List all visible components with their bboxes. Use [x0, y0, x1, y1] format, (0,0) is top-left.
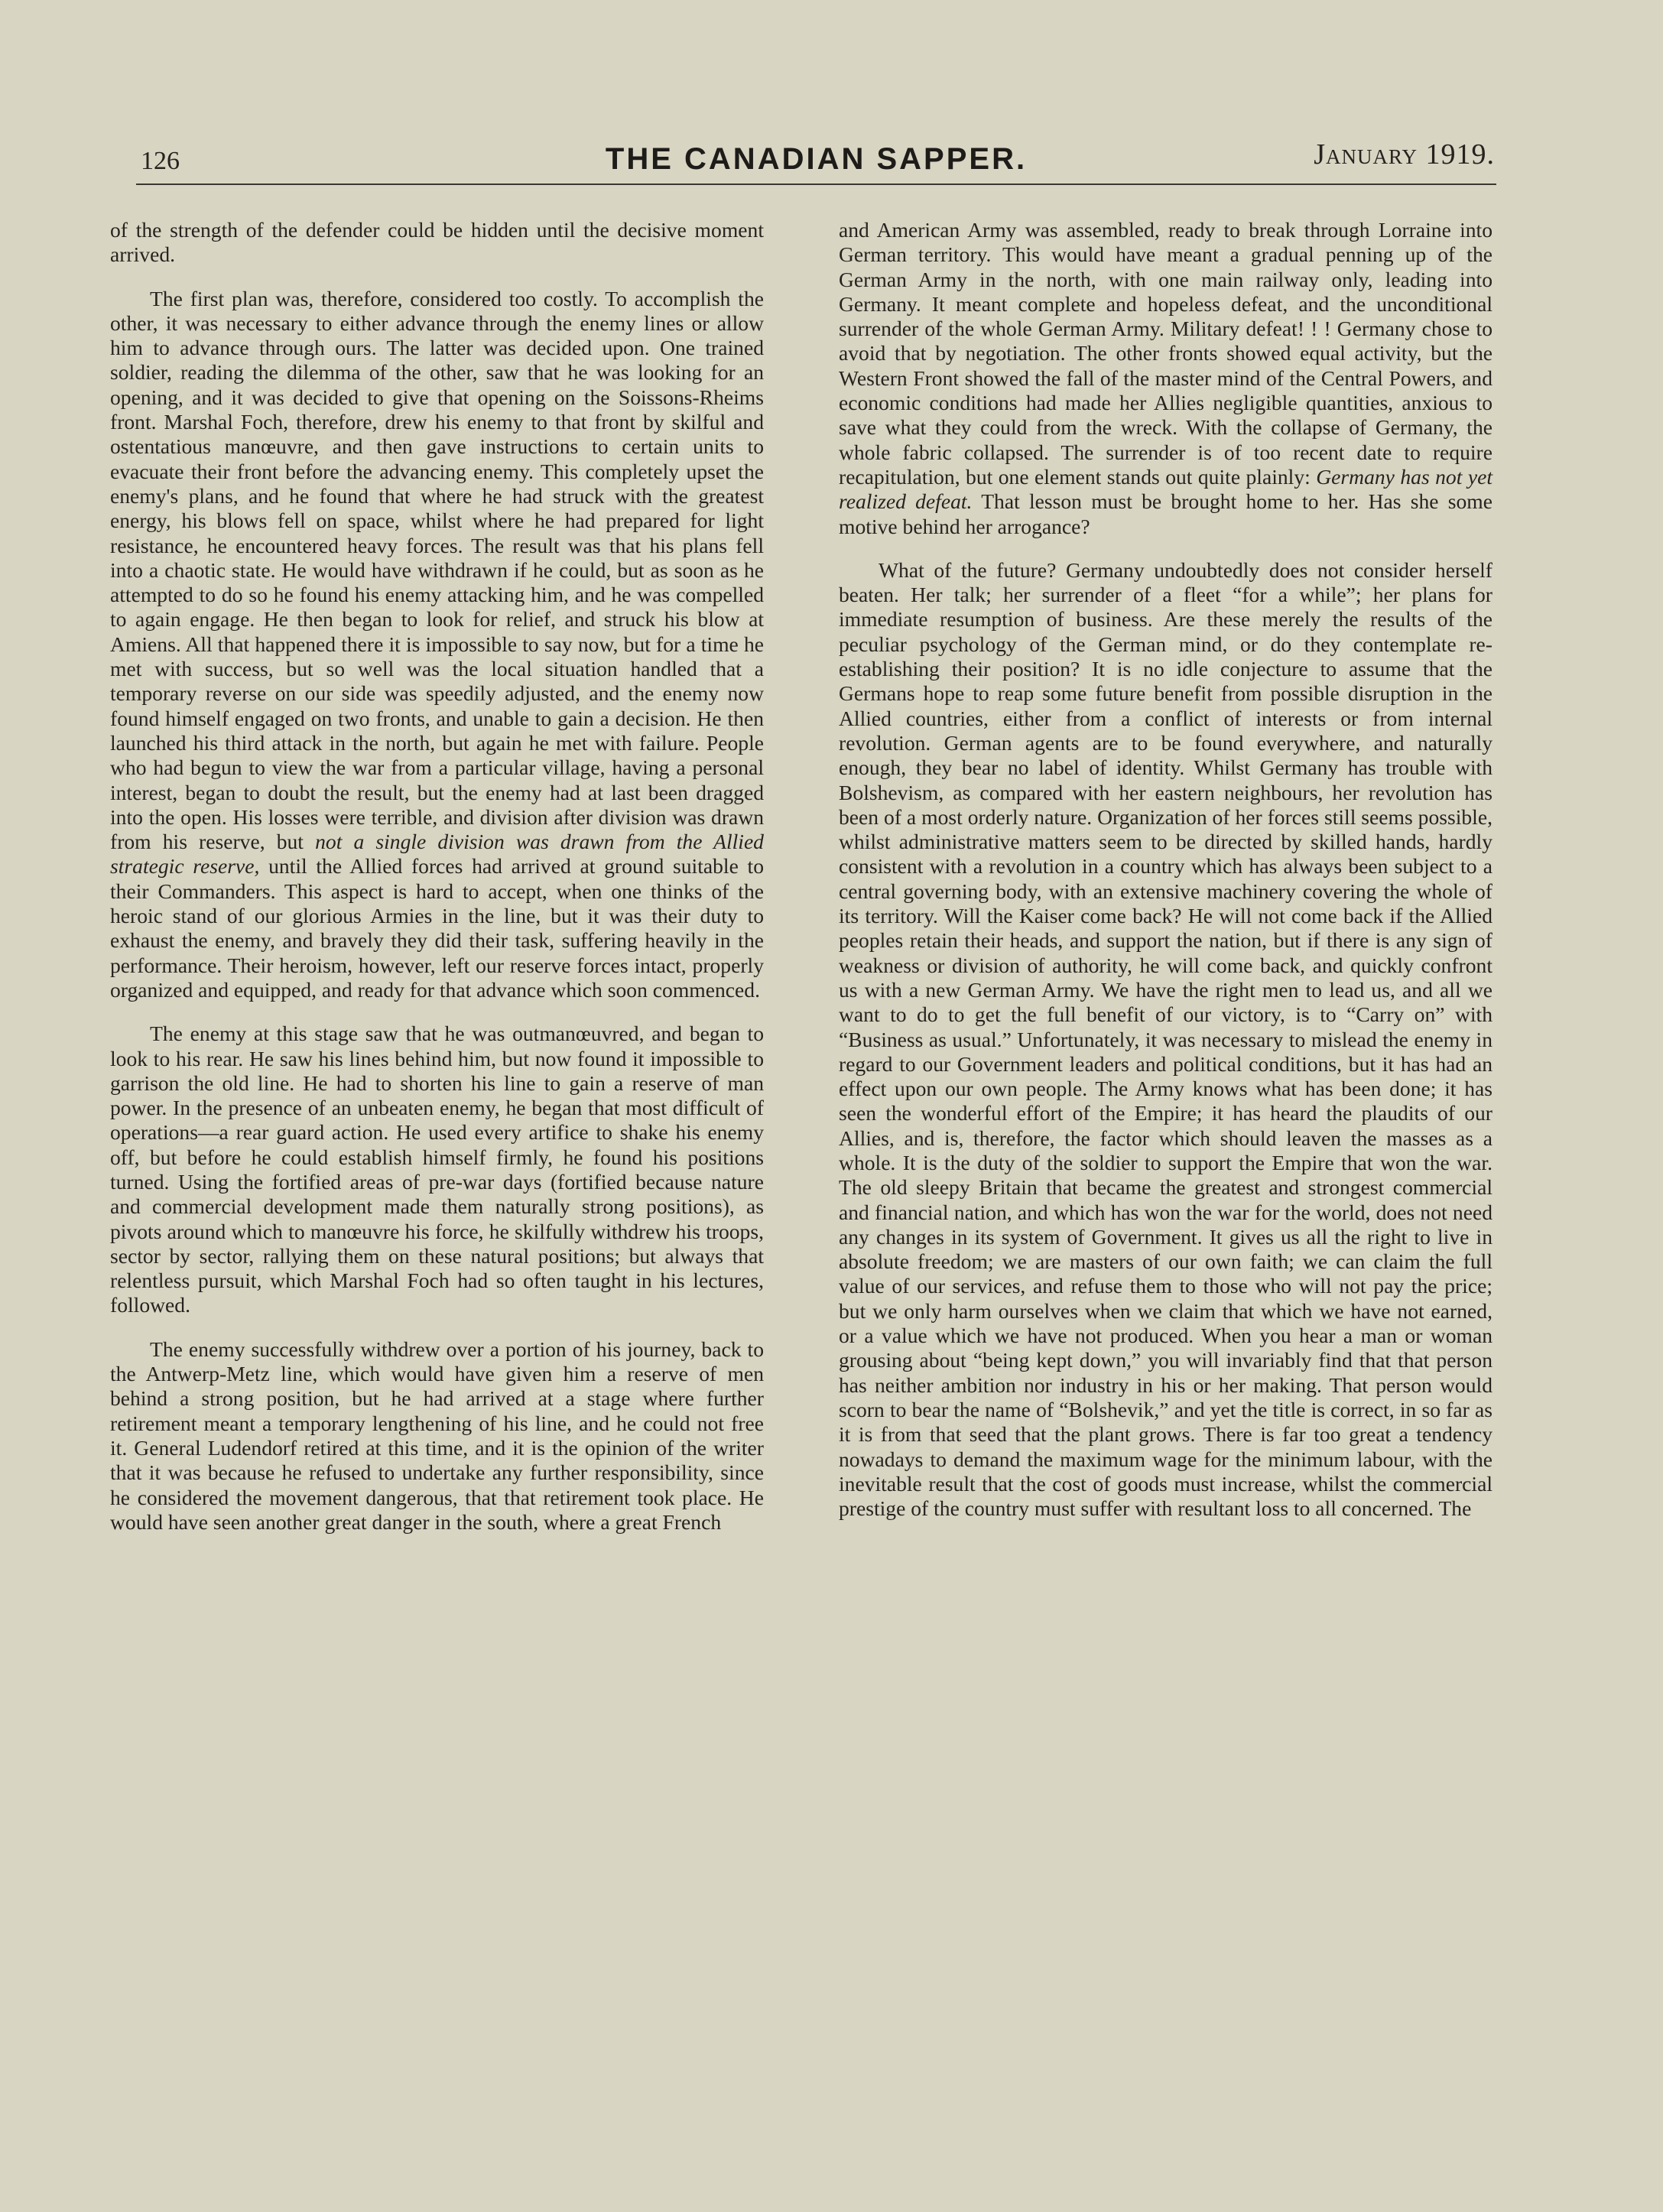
paragraph-text: The first plan was, therefore, considered too costly. To accomplish the other, it was necessary to either advance through the enemy lines or allow him to advance through ours. The latter was decided upon. One trained soldier, reading the dilemma of the other, saw that he was looking for an opening, and it was decided to give that opening on the Soissons-Rheims front. Marshal Foch, therefore, drew his enemy to that front by skilful and ostentatious manœuvre, and then gave instructions to certain units to evacuate their front before the advancing enemy. This completely upset the enemy's plans, and he found that where he had struck with the greatest energy, his blows fell on space, whilst where he had prepared for light resistance, he encountered heavy forces. The result was that his plans fell into a chaotic state. He would have withdrawn if he could, but as soon as he attempted to do so he found his enemy attacking him, and he was compelled to again engage. He then began to look for relief, and struck his blow at Amiens. All that happened there it is impossible to say now, but for a time he met with success, but so well was the local situation handled that a temporary reverse on our side was speedily adjusted, and the enemy now found himself engaged on two fronts, and unable to gain a decision. He then launched his third attack in the north, but again he met with failure. People who had begun to view the war from a particular village, having a personal interest, began to doubt the result, but the enemy had at last been dragged into the open. His losses were terrible, and division after division was drawn from his reserve, but: [110, 286, 764, 854]
paragraph-text: until the Allied forces had arrived at ground suitable to their Commanders. This aspect is hard to accept, when one thinks of the heroic stand of our glorious Armies in the line, but it was their duty to exhaust the enemy, and bravely they did their task, suffering heavily in the performance. Their heroism, however, left our reserve forces intact, properly organized and equipped, and ready for that advance which soon commenced.: [110, 854, 764, 1002]
publication-title: THE CANADIAN SAPPER.: [605, 142, 1028, 176]
paragraph: The enemy at this stage saw that he was outmanœuvred, and began to look to his rear. He saw his lines behind him, but now found it impossible to garrison the old line. He had to shorten his line to gain a reserve of man power. In the presence of an unbeaten enemy, he began that most difficult of operations—a rear guard action. He used every artifice to shake his enemy off, but before he could establish himself firmly, he found his positions turned. Using the fortified areas of pre-war days (fortified because nature and commercial development made them naturally strong positions), as pivots around which to manœuvre his force, he skilfully withdrew his troops, sector by sector, rallying them on these natural positions; but always that relentless pursuit, which Marshal Foch had so often taught in his lectures, followed.: [110, 1022, 764, 1317]
issue-date: January 1919.: [1314, 138, 1495, 171]
page-number: 126: [141, 147, 180, 175]
page-header: [138, 138, 1495, 184]
paragraph: of the strength of the defender could be hidden until the decisive moment arrived.: [110, 218, 764, 267]
paragraph: The enemy successfully withdrew over a portion of his journey, back to the Antwerp-Metz line, which would have given him a reserve of men behind a strong position, but he had arrived at a stage where further retirement meant a temporary lengthening of his line, and he could not free it. General Ludendorf retired at this time, and it is the opinion of the writer that it was because he refused to undertake any further responsibility, since he considered the movement dangerous, that that retirement took place. He would have seen another great danger in the south, where a great French: [110, 1337, 764, 1534]
paragraph: [110, 287, 764, 1003]
paragraph: [839, 218, 1492, 539]
right-column: [839, 218, 1492, 1540]
left-column: [110, 218, 764, 1554]
paragraph-text: and American Army was assembled, ready to break through Lorraine into German territory. This would have meant a gradual penning up of the German Army in the north, with one main railway only, leading into Germany. It meant complete and hopeless defeat, and the unconditional surrender of the whole German Army. Military defeat! ! ! Germany chose to avoid that by negotiation. The other fronts showed equal activity, but the Western Front showed the fall of the master mind of the Central Powers, and economic conditions had made her Allies negligible quantities, anxious to save what they could from the wreck. With the collapse of Germany, the whole fabric collapsed. The surrender is of too recent date to require recapitulation, but one element stands out quite plainly:: [839, 218, 1492, 489]
header-rule: [136, 184, 1496, 185]
paragraph-text: That lesson must be brought home to her. Has she some motive behind her arrogance?: [839, 489, 1493, 538]
italic-emphasis: Germany has not yet realized defeat.: [839, 464, 1492, 514]
paragraph: What of the future? Germany undoubtedly does not consider herself beaten. Her talk; her surrender of a fleet “for a while”; her plans for immediate resumption of business. Are these merely the results of the peculiar psychology of the German mind, or do they contemplate re-establishing their position? It is no idle conjecture to assume that the Germans hope to reap some future benefit from possible disruption in the Allied countries, either from a conflict of interests or from internal revolution. German agents are to be found everywhere, and naturally enough, they bear no label of identity. Whilst Germany has trouble with Bolshevism, as compared with her eastern neighbours, her revolution has been of a most orderly nature. Organization of her forces still seems possible, whilst administrative matters seem to be directed by skilled hands, hardly consistent with a revolution in a country which has always been subject to a central governing body, with an extensive machinery covering the whole of its territory. Will the Kaiser come back? He will not come back if the Allied peoples retain their heads, and support the nation, but if there is any sign of weakness or division of authority, he will come back, and quickly confront us with a new German Army. We have the right men to lead us, and all we want to do to get the full benefit of our victory, is to “Carry on” with “Business as usual.” Unfortunately, it was necessary to mislead the enemy in regard to our Government leaders and political conditions, but it has had an effect upon our own people. The Army knows what has been done; it has seen the wonderful effort of the Empire; it has heard the plaudits of our Allies, and is, therefore, the factor which should leaven the masses as a whole. It is the duty of the soldier to support the Empire that won the war. The old sleepy Britain that became the greatest and strongest commercial and financial nation, and which has won the war for the world, does not need any changes in its system of Government. It gives us all the right to live in absolute freedom; we are masters of our own faith; we can claim the full value of our services, and refuse them to those who will not pay the price; but we only harm ourselves when we claim that which we have not earned, or a value which we have not produced. When you hear a man or woman grousing about “being kept down,” you will invariably find that that person has neither ambition nor industry in his or her making. That person would scorn to bear the name of “Bolshevik,” and yet the title is correct, in so far as it is from that seed that the plant grows. There is far too great a tendency nowadays to demand the maximum wage for the minimum labour, with the inevitable result that the cost of goods must increase, whilst the commercial prestige of the country must suffer with resultant loss to all concerned. The: [839, 557, 1492, 1521]
italic-emphasis: not a single division was drawn from the Allied strategic reserve,: [110, 830, 764, 879]
